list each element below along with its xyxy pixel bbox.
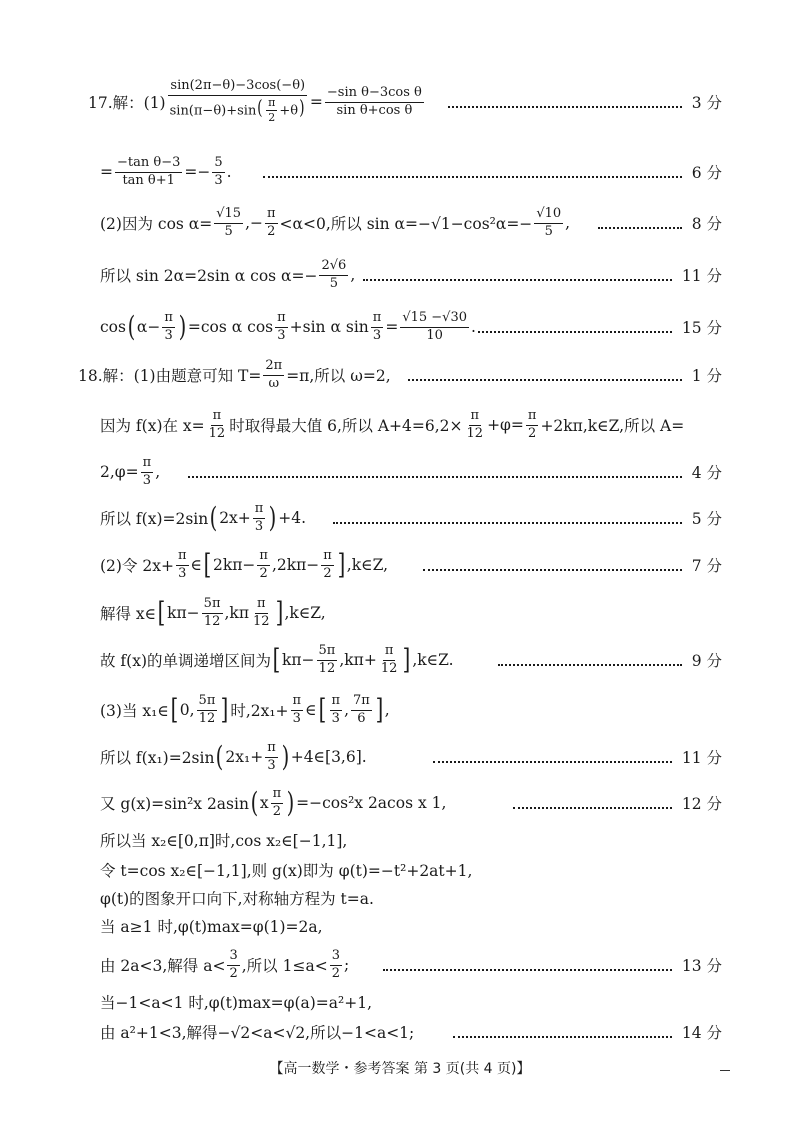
l1-b: =π,所以 ω=2,	[286, 367, 391, 385]
dot-leader	[333, 520, 682, 524]
q18-line-10	[0, 783, 800, 823]
twelve: 12	[203, 613, 221, 629]
omega: ω	[268, 375, 280, 391]
pi: π	[162, 311, 175, 328]
score-3	[440, 91, 722, 113]
paren-close: )	[299, 95, 305, 120]
two: 2	[272, 803, 282, 819]
frac-pi-12	[251, 597, 272, 630]
q18-line-6	[0, 593, 800, 633]
l2-d: +2kπ,k∈Z,所以 A=	[540, 417, 685, 435]
dot-leader	[408, 377, 682, 381]
l8-d: ∈	[305, 701, 317, 719]
twelve: 12	[318, 660, 336, 676]
frac-pi-3	[275, 311, 288, 344]
pi: π	[291, 694, 304, 711]
five: 5	[329, 275, 339, 291]
l1-a: 18.解：(1)由题意可知 T=	[78, 367, 262, 385]
two-sqrt6: 2√6	[319, 259, 348, 276]
pi: π	[275, 311, 288, 328]
score: 12 分	[681, 795, 722, 813]
den-b: +θ	[279, 103, 299, 119]
l3-a: 2,φ=	[100, 463, 139, 481]
l15-b: ,所以 1≤a<	[241, 957, 328, 975]
bracket-close: ]	[375, 693, 384, 726]
q17-line-3	[0, 203, 800, 243]
two: 2	[259, 565, 268, 581]
l8-a: (3)当 x₁∈	[100, 702, 169, 720]
l10-c: =−cos²x 2acos x 1,	[296, 794, 447, 812]
frac-pi-3	[371, 311, 384, 344]
q18-l6-expr	[100, 597, 326, 630]
five-pi: 5π	[202, 597, 223, 614]
l7-c: ,kπ+	[339, 651, 377, 669]
bracket-close: ]	[275, 596, 283, 629]
score: 11 分	[681, 749, 722, 767]
eq-minus: =−	[184, 163, 211, 181]
den-a: sin(π−θ)+sin	[169, 103, 257, 119]
dot-leader	[513, 805, 672, 809]
three: 3	[164, 327, 173, 343]
dot-leader	[423, 567, 682, 571]
paren-open: (	[257, 95, 263, 120]
l6-b: kπ−	[167, 604, 200, 622]
l5-c: =cos α cos	[187, 318, 274, 336]
two: 2	[267, 223, 276, 239]
twelve: 12	[380, 660, 398, 676]
q18-line-5	[0, 545, 800, 585]
q18-line-15	[0, 945, 800, 985]
paren-open: (	[216, 740, 224, 773]
l2-a: 因为 f(x)在 x=	[100, 417, 205, 435]
paren-open: (	[127, 310, 136, 343]
l5-c: 2kπ−	[212, 556, 256, 574]
twelve: 12	[208, 425, 226, 441]
three: 3	[292, 710, 301, 726]
l5-a: (2)令 2x+	[100, 557, 174, 575]
page-footer: 【高一数学・参考答案 第 3 页(共 4 页)】	[269, 1061, 531, 1077]
paren-open: (	[209, 501, 218, 534]
l5-e: ,k∈Z,	[346, 556, 388, 574]
l5-d: ,2kπ−	[271, 556, 320, 574]
f2-num: −sin θ−3cos θ	[325, 86, 424, 103]
dot-leader	[263, 174, 682, 178]
l6-d: ,k∈Z,	[284, 604, 326, 622]
l7-a: 故 f(x)的单调递增区间为	[100, 652, 272, 670]
frac-5pi-12	[317, 644, 338, 677]
q17-l5-expr	[100, 311, 476, 344]
l14-text: 当 a≥1 时,φ(t)max=φ(1)=2a,	[100, 918, 323, 936]
bracket-open: [	[157, 596, 166, 629]
q18-l5-expr	[100, 549, 388, 582]
l9-c: +4∈[3,6].	[290, 748, 367, 766]
ten: 10	[426, 327, 443, 343]
frac-pi-2	[271, 787, 284, 820]
q18-line-2	[0, 405, 800, 445]
three: 3	[267, 757, 276, 773]
q18-l9-expr	[100, 741, 367, 774]
pi: π	[526, 409, 539, 426]
q17-line-1	[0, 77, 800, 125]
frac-3-2	[227, 949, 239, 982]
q17-frac-2	[325, 86, 424, 119]
frac-2sqrt6-5	[319, 259, 348, 292]
pi: π	[330, 694, 343, 711]
score-11	[355, 264, 722, 286]
three: 3	[142, 472, 152, 488]
score: 5 分	[691, 510, 722, 528]
three: 3	[331, 710, 340, 726]
paren-close: )	[286, 786, 295, 819]
l16-text: 当−1<a<1 时,φ(t)max=φ(a)=a²+1,	[100, 994, 373, 1012]
bracket-open: [	[318, 693, 326, 726]
f3-num: −tan θ−3	[115, 156, 182, 173]
pi: π	[253, 502, 266, 519]
score: 14 分	[681, 1024, 722, 1042]
q18-line-17	[0, 1012, 800, 1052]
frac-pi-2	[257, 549, 270, 582]
dot-leader	[598, 225, 682, 229]
q18-line-1	[0, 355, 800, 395]
l7-b: kπ−	[281, 651, 315, 669]
l5-d: +sin α sin	[289, 318, 369, 336]
six: 6	[357, 710, 366, 726]
q18-line-8	[0, 690, 800, 730]
frac-5pi-12	[202, 597, 223, 630]
sqrt-diff: √15 −√30	[400, 311, 469, 328]
seven-pi: 7π	[351, 694, 372, 711]
l3-a: (2)因为 cos α=	[100, 215, 213, 233]
pi: π	[266, 97, 277, 112]
comma: ,	[384, 701, 390, 719]
score: 13 分	[681, 957, 722, 975]
l12-text: 令 t=cos x₂∈[−1,1],则 g(x)即为 φ(t)=−t²+2at+1,	[100, 862, 473, 880]
pi: π	[265, 741, 278, 758]
l3-c: <α<0,所以 sin α=−√1−cos²α=−	[279, 215, 533, 233]
frac-pi-2	[265, 207, 278, 240]
frac-5pi-12	[197, 694, 218, 727]
q18-l1-expr	[78, 359, 391, 392]
score: 9 分	[691, 652, 722, 670]
frac-pi-3	[141, 456, 154, 489]
five: 5	[544, 223, 553, 239]
paren-close: )	[281, 740, 290, 773]
period: .	[471, 318, 476, 336]
q17-intro: 17.解：(1)	[88, 94, 166, 112]
l8-b: 0,	[179, 701, 195, 719]
three: 3	[254, 518, 264, 534]
comma: ,	[344, 701, 349, 719]
q18-l7-expr	[100, 644, 454, 677]
q17-line-2	[0, 152, 800, 192]
bracket-open: [	[170, 693, 179, 726]
l3-b: ,	[155, 463, 161, 481]
q18-line-3	[0, 452, 800, 492]
score-8	[590, 212, 722, 234]
q17-frac-3	[115, 156, 182, 189]
pi: π	[271, 787, 284, 804]
three: 3	[330, 949, 342, 966]
f3-den: tan θ+1	[122, 172, 175, 188]
score: 11 分	[681, 267, 722, 285]
score-15	[470, 316, 722, 338]
five-pi: 5π	[317, 644, 338, 661]
frac-2pi-omega	[263, 359, 284, 392]
frac-pi-3	[162, 311, 175, 344]
frac-pi-12	[379, 644, 400, 677]
two-pi: 2π	[263, 359, 284, 376]
corner-mark	[720, 1070, 730, 1071]
sqrt15: √15	[214, 207, 243, 224]
frac-pi-2	[526, 409, 539, 442]
three: 3	[214, 172, 223, 188]
score: 1 分	[691, 367, 722, 385]
l5-e: =	[385, 318, 399, 336]
score: 7 分	[691, 557, 722, 575]
q18-l8-expr	[100, 694, 390, 727]
dot-leader	[478, 329, 672, 333]
l11-text: 所以当 x₂∈[0,π]时,cos x₂∈[−1,1],	[100, 832, 348, 850]
bracket-close: ]	[403, 643, 411, 676]
q17-line-5	[0, 307, 800, 347]
q17-l2-expr	[100, 156, 232, 189]
paren-close: )	[178, 310, 187, 343]
q18-line-9	[0, 737, 800, 777]
l3-d: ,	[565, 214, 571, 232]
l4-a: 所以 f(x)=2sin	[100, 510, 209, 528]
l7-d: ,k∈Z.	[412, 651, 454, 669]
two: 2	[268, 111, 276, 125]
pi: π	[371, 311, 384, 328]
dot-leader	[363, 277, 672, 281]
l4-b: ,	[350, 266, 356, 284]
l2-b: 时取得最大值 6,所以 A+4=6,2×	[229, 417, 463, 435]
score: 3 分	[691, 94, 722, 112]
frac-pi-12	[465, 409, 486, 442]
score-12	[505, 792, 722, 814]
frac-pi-3	[253, 502, 266, 535]
pi: π	[255, 597, 268, 614]
frac-5-3	[212, 156, 224, 189]
q18-l4-expr	[100, 502, 306, 535]
q18-l3-expr	[100, 456, 160, 489]
pi: π	[257, 549, 270, 566]
frac-7pi-6	[351, 694, 372, 727]
five: 5	[224, 223, 233, 239]
eq: =	[100, 163, 113, 181]
pi-over-2	[266, 97, 277, 125]
q17-l3-expr	[100, 207, 570, 240]
frac-sqrt15-5	[214, 207, 243, 240]
q18-l15-expr	[100, 949, 349, 982]
two: 2	[528, 425, 537, 441]
l5-a: cos	[100, 318, 126, 336]
l9-a: 所以 f(x₁)=2sin	[100, 749, 215, 767]
score-14	[445, 1021, 722, 1043]
score-4	[180, 461, 722, 483]
frac-result	[400, 311, 469, 344]
dot-leader	[188, 474, 682, 478]
frac-3-2	[330, 949, 342, 982]
l4-a: 所以 sin 2α=2sin α cos α=−	[100, 267, 318, 285]
score-6	[255, 161, 722, 183]
l6-c: ,kπ	[224, 604, 250, 622]
paren-open: (	[250, 786, 259, 819]
l5-b: α−	[136, 318, 161, 336]
bracket-close: ]	[337, 548, 346, 581]
l15-a: 由 2a<3,解得 a<	[100, 957, 226, 975]
pi: π	[211, 409, 224, 426]
l4-b: 2x+	[219, 509, 251, 527]
score-9	[490, 649, 722, 671]
three: 3	[372, 327, 382, 343]
twelve: 12	[253, 613, 270, 629]
frac-sqrt10-5	[534, 207, 563, 240]
twelve: 12	[466, 425, 484, 441]
pi: π	[141, 456, 154, 473]
q17-frac1-den	[168, 96, 308, 125]
twelve: 12	[198, 710, 216, 726]
l4-c: +4.	[278, 509, 307, 527]
dot-leader	[433, 759, 672, 763]
q17-frac1-num: sin(2π−θ)−3cos(−θ)	[168, 79, 307, 96]
score: 8 分	[691, 215, 722, 233]
l9-b: 2x₁+	[225, 748, 264, 766]
dot-leader	[448, 104, 682, 108]
q17-l1-expr	[88, 79, 426, 125]
l3-b: ,−	[245, 214, 263, 232]
bracket-open: [	[272, 643, 281, 676]
score: 6 分	[691, 164, 722, 182]
bracket-close: ]	[221, 693, 229, 726]
q18-l2-expr	[100, 409, 684, 442]
frac-pi-3	[291, 694, 304, 727]
q18-line-14	[0, 906, 800, 946]
five: 5	[212, 156, 224, 173]
q18-line-7	[0, 640, 800, 680]
pi: π	[383, 644, 396, 661]
semicolon: ;	[343, 956, 350, 974]
l10-b: x	[259, 794, 269, 812]
score-5	[325, 507, 722, 529]
frac-pi-3	[330, 694, 343, 727]
dot-leader	[498, 662, 682, 666]
period: .	[226, 163, 232, 181]
pi: π	[469, 409, 482, 426]
l17-text: 由 a²+1<3,解得−√2<a<√2,所以−1<a<1;	[100, 1024, 415, 1042]
q17-l4-expr	[100, 259, 355, 292]
score: 15 分	[681, 319, 722, 337]
frac-pi-3	[265, 741, 278, 774]
three: 3	[277, 327, 286, 343]
score-13	[375, 954, 722, 976]
q18-l10-expr	[100, 787, 446, 820]
l10-a: 又 g(x)=sin²x 2asin	[100, 795, 249, 813]
paren-close: )	[268, 501, 277, 534]
bracket-open: [	[203, 548, 212, 581]
f2-den: sin θ+cos θ	[336, 102, 413, 118]
pi: π	[265, 207, 278, 224]
pi: π	[176, 549, 189, 566]
l8-c: 时,2x₁+	[230, 702, 289, 720]
l2-c: +φ=	[487, 416, 524, 434]
frac-pi-12	[207, 409, 228, 442]
five-pi: 5π	[197, 694, 218, 711]
two: 2	[331, 965, 340, 981]
frac-pi-3	[176, 549, 189, 582]
l5-b: ∈	[190, 556, 203, 574]
score-7	[415, 554, 722, 576]
l6-a: 解得 x∈	[100, 605, 157, 623]
equals: =	[309, 93, 323, 111]
score: 4 分	[691, 464, 722, 482]
q17-line-4	[0, 255, 800, 295]
q17-frac-1	[168, 79, 308, 125]
sqrt10: √10	[534, 207, 563, 224]
two: 2	[323, 565, 332, 581]
three: 3	[178, 565, 187, 581]
score-1	[400, 364, 722, 386]
frac-pi-2	[321, 549, 334, 582]
score-11	[425, 746, 722, 768]
q18-line-4	[0, 498, 800, 538]
pi: π	[321, 549, 334, 566]
two: 2	[229, 965, 238, 981]
dot-leader	[453, 1034, 672, 1038]
dot-leader	[383, 967, 672, 971]
three: 3	[227, 949, 239, 966]
l13-text: φ(t)的图象开口向下,对称轴方程为 t=a.	[100, 890, 374, 908]
